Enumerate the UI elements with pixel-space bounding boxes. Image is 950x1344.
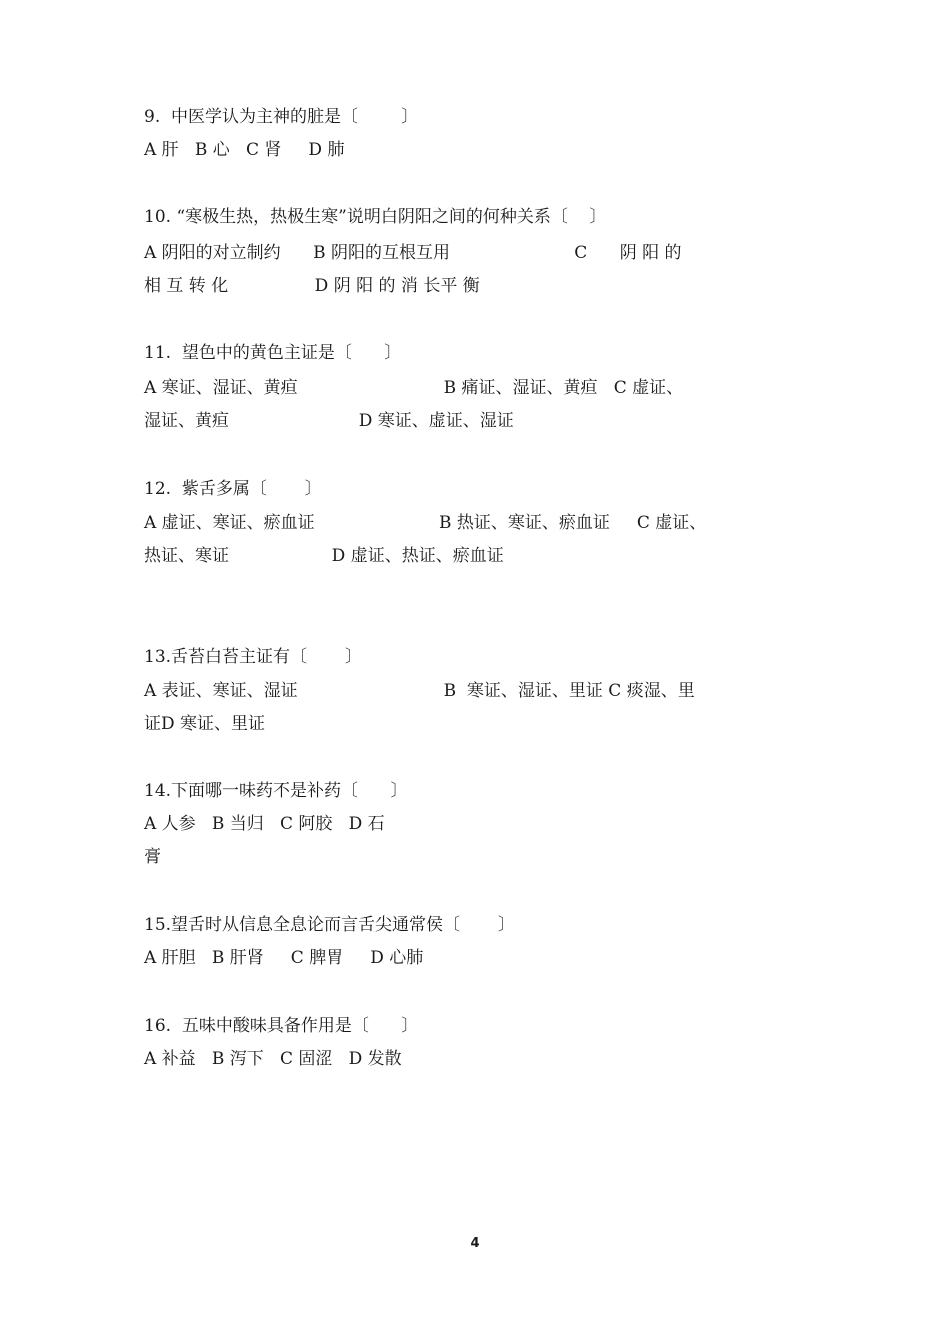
question-13-stem: 13.舌苔白苔主证有〔 〕 <box>144 647 362 667</box>
question-13-options-line-1: A 表证、寒证、湿证 B 寒证、湿证、里证 C 痰湿、里 <box>144 681 695 701</box>
question-9-options: A 肝 B 心 C 肾 D 肺 <box>144 140 345 160</box>
question-16-stem: 16. 五味中酸味具备作用是〔 〕 <box>144 1016 419 1036</box>
page-number: 4 <box>470 1236 480 1251</box>
question-12-options-line-1: A 虚证、寒证、瘀血证 B 热证、寒证、瘀血证 C 虚证、 <box>144 513 707 533</box>
question-14-options-line-2: 膏 <box>144 847 161 867</box>
question-13-options-line-2: 证D 寒证、里证 <box>144 714 266 734</box>
question-12-stem: 12. 紫舌多属〔 〕 <box>144 479 322 499</box>
question-10-stem: 10. “寒极生热，热极生寒”说明白阴阳之间的何种关系〔 〕 <box>144 207 607 227</box>
question-11-options-line-2: 湿证、黄疸 D 寒证、虚证、湿证 <box>144 411 514 431</box>
question-10-options-line-1: A 阴阳的对立制约 B 阴阳的互根互用 C 阴 阳 的 <box>144 243 682 263</box>
question-14-stem: 14.下面哪一味药不是补药〔 〕 <box>144 781 408 801</box>
question-11-options-line-1: A 寒证、湿证、黄疸 B 痛证、湿证、黄疸 C 虚证、 <box>144 378 684 398</box>
question-12-options-line-2: 热证、寒证 D 虚证、热证、瘀血证 <box>144 546 504 566</box>
question-10-options-line-2: 相 互 转 化 D 阴 阳 的 消 长平 衡 <box>144 276 480 296</box>
question-14-options-line-1: A 人参 B 当归 C 阿胶 D 石 <box>144 814 385 834</box>
question-9-stem: 9. 中医学认为主神的脏是〔 〕 <box>144 107 419 127</box>
question-15-options: A 肝胆 B 肝肾 C 脾胃 D 心肺 <box>144 948 424 968</box>
question-15-stem: 15.望舌时从信息全息论而言舌尖通常侯〔 〕 <box>144 915 515 935</box>
question-11-stem: 11. 望色中的黄色主证是〔 〕 <box>144 343 402 363</box>
question-16-options: A 补益 B 泻下 C 固涩 D 发散 <box>144 1049 402 1069</box>
